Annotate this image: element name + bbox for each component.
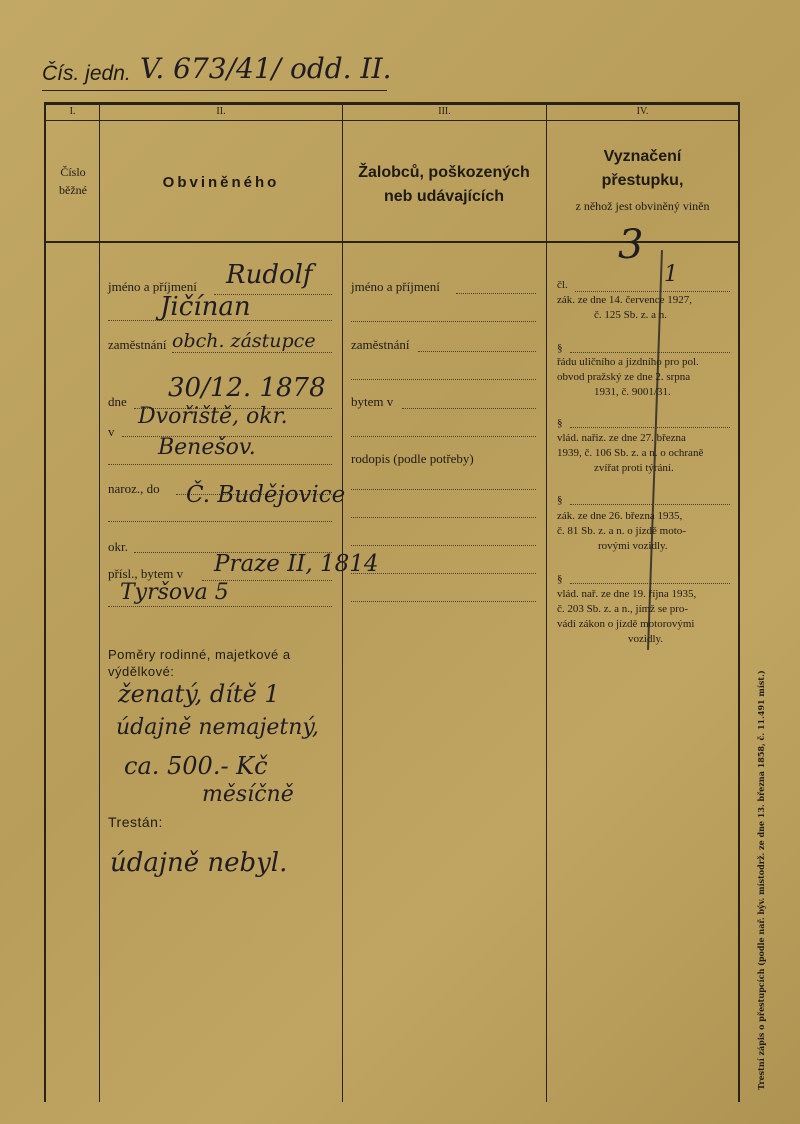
offense-3-marker: §: [557, 417, 563, 429]
offense-handwritten-number: 3: [618, 222, 644, 268]
accused-punished-value: údajně nebyl.: [110, 848, 288, 878]
offense-5-text-3: vádí zákon o jízdě motorovými: [557, 618, 695, 630]
accused-place-value: Dvořiště, okr.: [138, 404, 288, 429]
accused-place-value-2: Benešov.: [158, 435, 256, 460]
offense-4-text-1: zák. ze dne 26. března 1935,: [557, 510, 683, 522]
col-2-number: II.: [216, 106, 226, 117]
accused-occupation-label: zaměstnání: [108, 337, 167, 352]
offense-5-text-4: vozidly.: [628, 633, 664, 645]
table-col-divider-2: [342, 102, 343, 1102]
form-footer-vertical: Trestní zápis o přestupcích (podle nař. býv. místodrž. ze dne 13. března 1858, č. 11.491 míst.): [756, 670, 766, 1090]
plaintiff-bio-line-3: [351, 545, 536, 546]
accused-punished-label: Trestán:: [108, 814, 163, 830]
accused-residence-line-2: [108, 606, 332, 607]
accused-circumstances-line-3: ca. 500.- Kč: [124, 752, 268, 780]
offense-2-text-2: obvod pražský ze dne 2. srpna: [557, 371, 691, 383]
table-col-divider-3: [546, 102, 547, 1102]
accused-date-value: 30/12. 1878: [168, 373, 326, 403]
offense-3-line: [570, 427, 730, 428]
plaintiff-bio-line-5: [351, 601, 536, 602]
offense-2-line: [570, 352, 730, 353]
offense-3-text-1: vlád. nařiz. ze dne 27. března: [557, 432, 686, 444]
offense-1-marker: čl.: [557, 279, 568, 291]
accused-district-label: okr.: [108, 539, 128, 554]
plaintiff-bio-line-1: [351, 489, 536, 490]
plaintiff-residence-line: [402, 408, 536, 409]
offense-5-line: [570, 583, 730, 584]
accused-born-label: naroz., do: [108, 481, 160, 496]
offense-3-text-3: zvířat proti týrání.: [594, 462, 674, 474]
offense-1-text-2: č. 125 Sb. z. a n.: [594, 309, 668, 321]
offense-2-text-3: 1931, č. 9001/31.: [594, 386, 671, 398]
col-4-subheader: z něhož jest obviněný viněn: [575, 199, 710, 213]
table-col-divider-1: [99, 102, 100, 1102]
col-4-number: IV.: [636, 106, 649, 117]
offense-4-line: [570, 504, 730, 505]
plaintiff-occupation-label: zaměstnání: [351, 337, 410, 352]
accused-born-line-2: [108, 521, 332, 522]
plaintiff-name-label: jméno a příjmení: [351, 279, 440, 294]
accused-occupation-value: obch. zástupce: [172, 330, 316, 352]
col-1-header: Číslo běžné: [59, 165, 87, 197]
ref-number: V. 673/41/ odd. II.: [140, 52, 392, 85]
offense-1-handwritten: 1: [664, 262, 678, 287]
ref-underline: [42, 90, 387, 91]
col-1-number: I.: [69, 106, 76, 117]
plaintiff-occupation-line-2: [351, 379, 536, 380]
offense-4-marker: §: [557, 494, 563, 506]
accused-born-value: Č. Budějovice: [186, 482, 346, 508]
accused-circumstances-line-1: ženatý, dítě 1: [118, 680, 280, 708]
accused-place-label: v: [108, 424, 115, 439]
table-colnum-line: [44, 120, 740, 121]
accused-name-label: jméno a příjmení: [108, 279, 197, 294]
accused-place-line-2: [108, 464, 332, 465]
offense-1-text-1: zák. ze dne 14. července 1927,: [557, 294, 692, 306]
offense-5-text-2: č. 203 Sb. z. a n., jímž se pro-: [557, 603, 689, 615]
offense-5-text-1: vlád. nař. ze dne 19. října 1935,: [557, 588, 697, 600]
plaintiff-name-line: [456, 293, 536, 294]
offense-5-marker: §: [557, 573, 563, 585]
accused-circumstances-line-2: údajně nemajetný,: [116, 715, 319, 740]
col-3-number: III.: [438, 106, 451, 117]
ref-label: Čís. jedn.: [42, 62, 131, 85]
table-right-border: [738, 102, 740, 1102]
plaintiff-name-line-2: [351, 321, 536, 322]
plaintiff-occupation-line: [418, 351, 536, 352]
offense-3-text-2: 1939, č. 106 Sb. z. a n. o ochraně: [557, 447, 704, 459]
col-4-header: Vyznačení přestupku,: [601, 148, 684, 189]
table-left-border: [44, 102, 46, 1102]
offense-1-line: [575, 291, 730, 292]
plaintiff-bio-label: rodopis (podle potřeby): [351, 451, 474, 466]
accused-circumstances-label: Poměry rodinné, majetkové a výdělkové:: [108, 647, 291, 679]
offense-4-text-2: č. 81 Sb. z. a n. o jízdě moto-: [557, 525, 686, 537]
accused-residence-value-2: Tyršova 5: [120, 580, 229, 605]
accused-residence-label: přísl., bytem v: [108, 566, 184, 581]
col-2-header: Obviněného: [162, 174, 280, 191]
accused-surname-value: Jičínan: [160, 292, 251, 322]
accused-date-label: dne: [108, 394, 127, 409]
plaintiff-bio-line-4: [351, 573, 536, 574]
plaintiff-bio-line-2: [351, 517, 536, 518]
offense-2-text-1: řádu uličního a jízdního pro pol.: [557, 356, 699, 368]
plaintiff-residence-label: bytem v: [351, 394, 394, 409]
table-top-border: [44, 102, 740, 105]
offense-4-text-3: rovými vozidly.: [598, 540, 668, 552]
accused-residence-value: Praze II, 1814: [214, 551, 379, 577]
plaintiff-residence-line-2: [351, 436, 536, 437]
accused-occupation-line: [172, 352, 332, 353]
accused-circumstances-line-4: měsíčně: [202, 782, 294, 807]
accused-name-value: Rudolf: [226, 260, 313, 290]
offense-2-marker: §: [557, 342, 563, 354]
col-3-header: Žalobců, poškozených neb udávajících: [358, 164, 530, 205]
